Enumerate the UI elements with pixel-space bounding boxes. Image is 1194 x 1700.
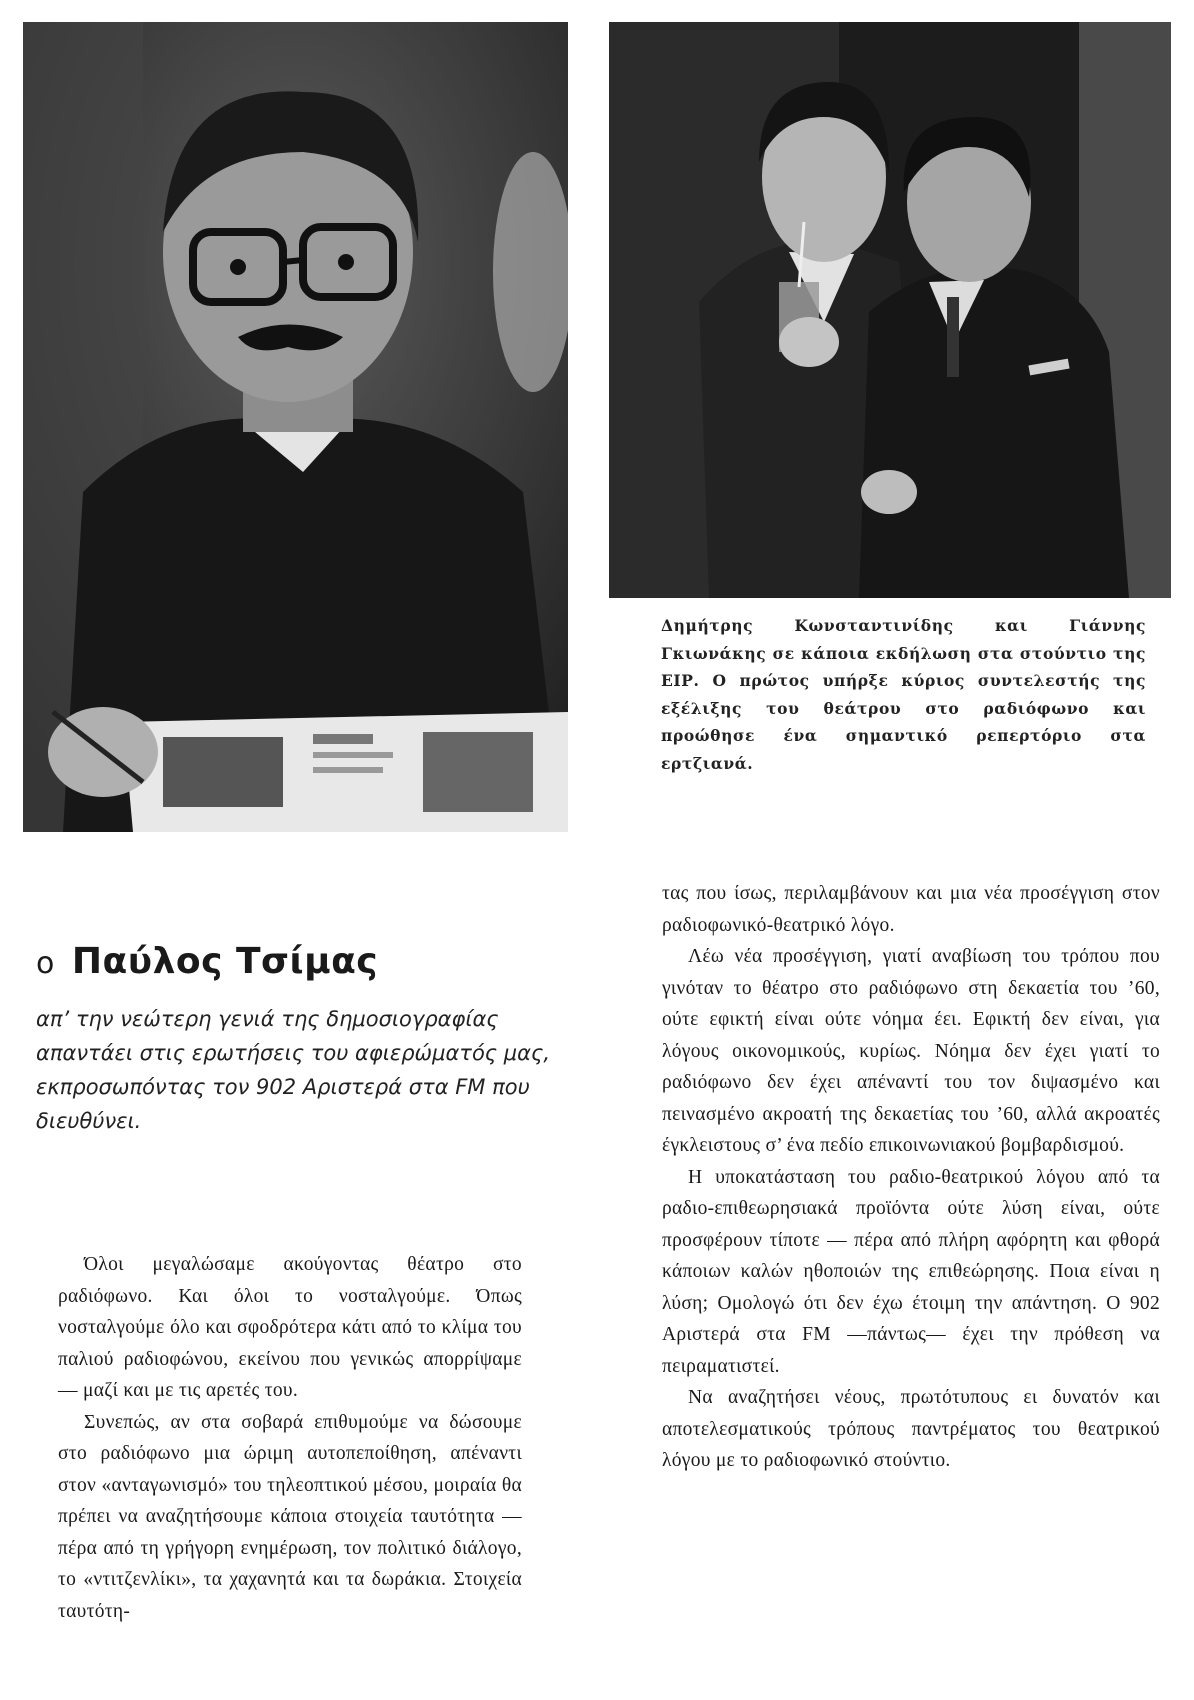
paragraph: Να αναζητήσει νέους, πρωτότυπους ει δυνατόν και αποτελεσματικούς τρόπους παντρέματος του θεατρικού λόγου με το ραδιοφωνικό στούντιο.: [662, 1387, 1160, 1471]
event-photo: [609, 22, 1171, 598]
headline-subtitle: απ’ την νεώτερη γενιά της δημοσιογραφίας απαντάει στις ερωτήσεις του αφιερώματός μας, εκπροσωπόντας τον 902 Αριστερά στα FM που διευθύνει.: [36, 1007, 551, 1133]
article-headline: [36, 940, 576, 1138]
portrait-photo-man-glasses-newspaper-icon: [23, 22, 568, 832]
portrait-photo: [23, 22, 568, 832]
paragraph: τας που ίσως, περιλαμβάνουν και μια νέα προσέγγιση στον ραδιοφωνικό-θεατρικό λόγο.: [662, 883, 1160, 936]
right-text-column: [662, 878, 1160, 1477]
headline-title: [36, 940, 576, 986]
headline-name: Παύλος Τσίμας: [71, 941, 379, 982]
paragraph: Συνεπώς, αν στα σοβαρά επιθυμούμε να δώσουμε στο ραδιόφωνο μια ώριμη αυτοπεποίθηση, απέναντι στον «ανταγωνισμό» του τηλεοπτικού μέσου, μοιραία θα πρέπει να αναζητήσουμε κάποια στοιχεία ταυτότητα — πέρα από τη γρήγορη ενημέρωση, τον πολιτικό διάλογο, το «ντιτζενλίκι», τα χαχανητά και τα δωράκια. Στοιχεία ταυτότη-: [58, 1411, 522, 1622]
headline-article: ο: [36, 946, 55, 981]
left-text-column: [58, 1249, 522, 1627]
paragraph: Όλοι μεγαλώσαμε ακούγοντας θέατρο στο ραδιόφωνο. Και όλοι το νοσταλγούμε. Όπως νοσταλγούμε όλο και σφοδρότερα κάτι από το κλίμα του παλιού ραδιοφώνου, εκείνου που γενικώς απορρίψαμε — μαζί και με τις αρετές του.: [58, 1254, 522, 1401]
photo-caption: Δημήτρης Κωνσταντινίδης και Γιάννης Γκιωνάκης σε κάποια εκδήλωση στα στούντιο της ΕΙΡ. Ο πρώτος υπήρξε κύριος συντελεστής της εξέλιξης του θεάτρου στο ραδιόφωνο και προώθησε ένα σημαντικό ρεπερτόριο στα ερτζιανά.: [661, 616, 1146, 773]
paragraph: Η υποκατάσταση του ραδιο-θεατρικού λόγου από τα ραδιο-επιθεωρησιακά προϊόντα ούτε λύση είναι, ούτε προσφέρουν τίποτε — πέρα από πλήρη αφόρητη και φθορά κάποιων καλών ηθοποιών της επιθεώρησης. Ποια είναι η λύση; Ομολογώ ότι δεν έχω έτοιμη την απάντηση. Ο 902 Αριστερά στα FM —πάντως— έχει την πρόθεση να πειραματιστεί.: [662, 1166, 1160, 1377]
photo-two-men-talking-icon: [609, 22, 1171, 598]
paragraph: Λέω νέα προσέγγιση, γιατί αναβίωση του τρόπου που γινόταν το θέατρο στο ραδιόφωνο στη δεκαετία του ’60, ούτε εφικτή είναι ούτε νόημα έει. Εφικτή δεν είναι, για λόγους οικονομικούς, κυρίως. Νόημα δεν έχει γιατί το ραδιόφωνο δεν έχει απέναντί του τον διψασμένο και πεινασμένο ακροατή της δεκαετίας του ’60, αλλά ακροατές έγκλειστους σ’ ένα πεδίο επικοινωνιακού βομβαρδισμού.: [662, 946, 1160, 1156]
